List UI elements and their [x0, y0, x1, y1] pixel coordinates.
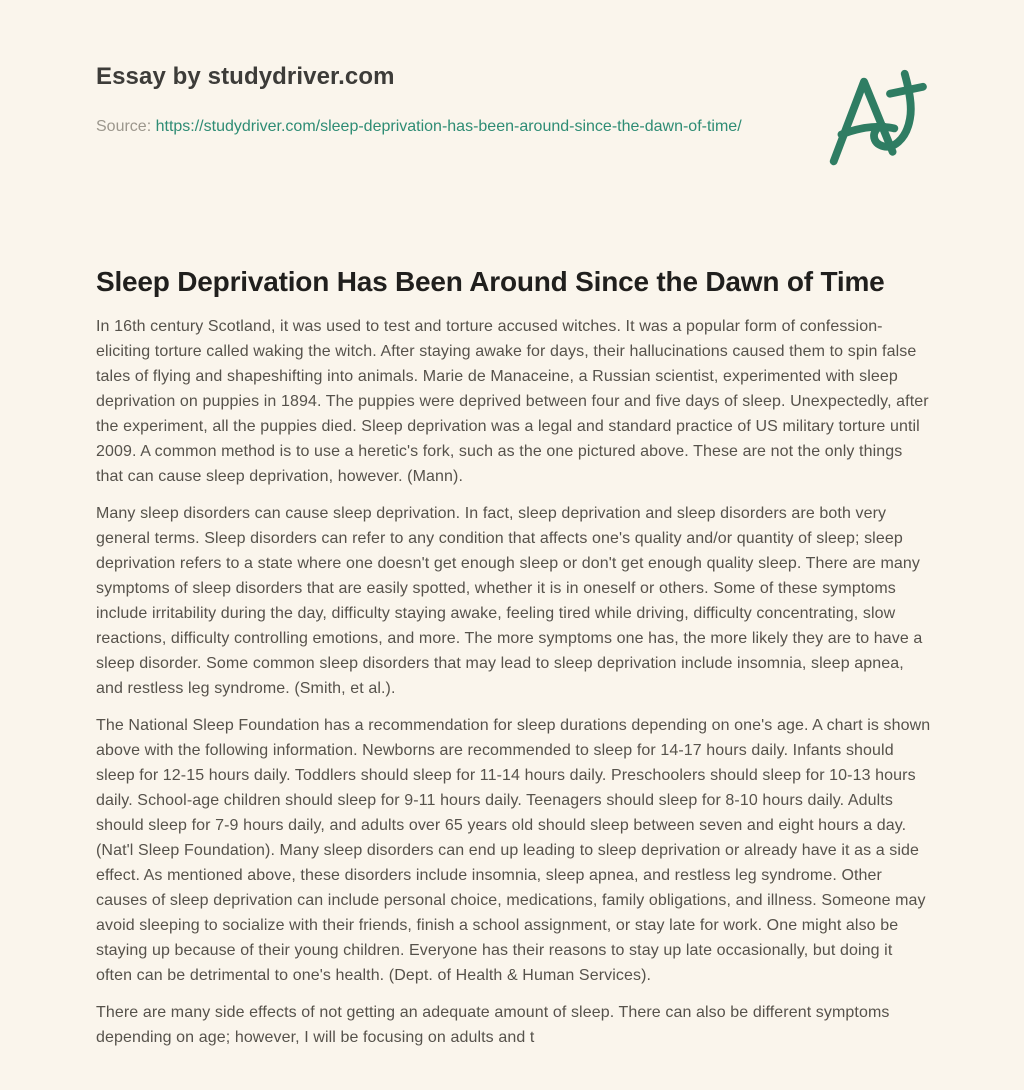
source-label: Source:	[96, 118, 152, 135]
page-header	[96, 62, 931, 170]
studydriver-logo	[825, 66, 929, 170]
article-paragraph-1: In 16th century Scotland, it was used to test and torture accused witches. It was a popular form of confession-eliciting torture called waking the witch. After staying awake for days, their hallucinations caused them to spin false tales of flying and shapeshifting into animals. Marie de Manaceine, a Russian scientist, experimented with sleep deprivation on puppies in 1894. The puppies were deprived between four and five days of sleep. Unexpectedly, after the experiment, all the puppies died. Sleep deprivation was a legal and standard practice of US military torture until 2009. A common method is to use a heretic's fork, such as the one pictured above. These are not the only things that can cause sleep deprivation, however. (Mann).	[96, 318, 929, 485]
article-paragraph-2: Many sleep disorders can cause sleep deprivation. In fact, sleep deprivation and sleep disorders are both very general terms. Sleep disorders can refer to any condition that affects one's quality and/or quantity of sleep; sleep deprivation refers to a state where one doesn't get enough sleep or don't get enough quality sleep. There are many symptoms of sleep disorders that are easily spotted, whether it is in oneself or others. Some of these symptoms include irritability during the day, difficulty staying awake, feeling tired while driving, difficulty concentrating, slow reactions, difficulty controlling emotions, and more. The more symptoms one has, the more likely they are to have a sleep disorder. Some common sleep disorders that may lead to sleep deprivation include insomnia, sleep apnea, and restless leg syndrome. (Smith, et al.).	[96, 505, 923, 697]
header-text-block	[96, 62, 742, 140]
source-line	[96, 113, 742, 140]
a-plus-logo-icon	[825, 66, 929, 170]
source-link[interactable]: https://studydriver.com/sleep-deprivation-has-been-around-since-the-dawn-of-time/	[155, 118, 742, 135]
site-title: Essay by studydriver.com	[96, 63, 395, 90]
article-title: Sleep Deprivation Has Been Around Since the Dawn of Time	[96, 266, 885, 297]
article-paragraph-4: There are many side effects of not getting an adequate amount of sleep. There can also be different symptoms depending on age; however, I will be focusing on adults and t	[96, 1004, 890, 1046]
article-paragraph-3: The National Sleep Foundation has a recommendation for sleep durations depending on one's age. A chart is shown above with the following information. Newborns are recommended to sleep for 14-17 hours daily. Infants should sleep for 12-15 hours daily. Toddlers should sleep for 11-14 hours daily. Preschoolers should sleep for 10-13 hours daily. School-age children should sleep for 9-11 hours daily. Teenagers should sleep for 8-10 hours daily. Adults should sleep for 7-9 hours daily, and adults over 65 years old should sleep between seven and eight hours a day. (Nat'l Sleep Foundation). Many sleep disorders can end up leading to sleep deprivation or already have it as a side effect. As mentioned above, these disorders include insomnia, sleep apnea, and restless leg syndrome. Other causes of sleep deprivation can include personal choice, medications, family obligations, and illness. Someone may avoid sleeping to socialize with their friends, finish a school assignment, or stay late for work. One might also be staying up because of their young children. Everyone has their reasons to stay up late occasionally, but doing it often can be detrimental to one's health. (Dept. of Health & Human Services).	[96, 717, 931, 984]
